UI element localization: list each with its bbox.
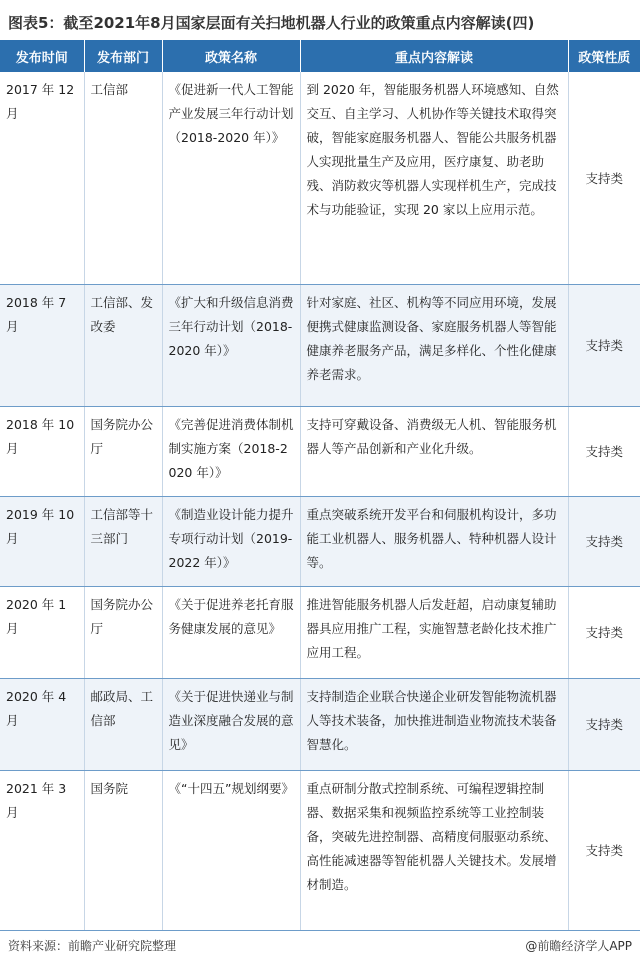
header-dept: 发布部门 (84, 40, 162, 72)
cell-name: 《促进新一代人工智能产业发展三年行动计划（2018-2020 年）》 (162, 72, 300, 284)
table-row (0, 586, 640, 678)
cell-content: 重点研制分散式控制系统、可编程逻辑控制器、数据采集和视频监控系统等工业控制装备，突破先进控制器、高精度伺服驱动系统、高性能减速器等智能机器人关键技术。发展增材制造。 (300, 770, 568, 930)
table-row (0, 678, 640, 770)
cell-name: 《完善促进消费体制机制实施方案（2018-2020 年）》 (162, 406, 300, 496)
cell-dept: 国务院办公厅 (84, 406, 162, 496)
cell-date: 2020 年 4 月 (0, 678, 84, 770)
cell-name: 《“十四五”规划纲要》 (162, 770, 300, 930)
cell-content: 支持可穿戴设备、消费级无人机、智能服务机器人等产品创新和产业化升级。 (300, 406, 568, 496)
table-row (0, 770, 640, 930)
table-header-row (0, 40, 640, 72)
cell-content: 到 2020 年，智能服务机器人环境感知、自然交互、自主学习、人机协作等关键技术取得突破，智能家庭服务机器人、智能公共服务机器人实现批量生产及应用，医疗康复、助老助残、消防救灾等机器人实现样机生产，完成技术与功能验证，实现 20 家以上应用示范。 (300, 72, 568, 284)
cell-content: 推进智能服务机器人后发赶超，启动康复辅助器具应用推广工程，实施智慧老龄化技术推广应用工程。 (300, 586, 568, 678)
cell-name: 《制造业设计能力提升专项行动计划（2019-2022 年）》 (162, 496, 300, 586)
brand-credit: @前瞻经济学人APP (525, 939, 632, 953)
table-row (0, 496, 640, 586)
header-date: 发布时间 (0, 40, 84, 72)
cell-dept: 国务院办公厅 (84, 586, 162, 678)
table-row (0, 406, 640, 496)
cell-dept: 邮政局、工信部 (84, 678, 162, 770)
cell-date: 2018 年 7 月 (0, 284, 84, 406)
cell-dept: 工信部等十三部门 (84, 496, 162, 586)
cell-content: 针对家庭、社区、机构等不同应用环境，发展便携式健康监测设备、家庭服务机器人等智能健康养老服务产品，满足多样化、个性化健康养老需求。 (300, 284, 568, 406)
source-note: 资料来源：前瞻产业研究院整理 (8, 939, 177, 953)
cell-nature: 支持类 (568, 284, 640, 406)
cell-content: 重点突破系统开发平台和伺服机构设计，多功能工业机器人、服务机器人、特种机器人设计等。 (300, 496, 568, 586)
cell-name: 《关于促进养老托育服务健康发展的意见》 (162, 586, 300, 678)
cell-content: 支持制造企业联合快递企业研发智能物流机器人等技术装备，加快推进制造业物流技术装备智慧化。 (300, 678, 568, 770)
header-nature: 政策性质 (568, 40, 640, 72)
footer (8, 934, 632, 958)
page-title: 图表5：截至2021年8月国家层面有关扫地机器人行业的政策重点内容解读(四) (8, 14, 535, 32)
cell-nature: 支持类 (568, 496, 640, 586)
cell-nature: 支持类 (568, 406, 640, 496)
table-row (0, 72, 640, 284)
header-content: 重点内容解读 (300, 40, 568, 72)
cell-dept: 工信部、发改委 (84, 284, 162, 406)
policy-table (0, 40, 640, 931)
cell-date: 2020 年 1 月 (0, 586, 84, 678)
cell-nature: 支持类 (568, 586, 640, 678)
cell-date: 2021 年 3 月 (0, 770, 84, 930)
cell-dept: 国务院 (84, 770, 162, 930)
table-row (0, 284, 640, 406)
cell-name: 《关于促进快递业与制造业深度融合发展的意见》 (162, 678, 300, 770)
cell-nature: 支持类 (568, 72, 640, 284)
cell-dept: 工信部 (84, 72, 162, 284)
cell-date: 2017 年 12 月 (0, 72, 84, 284)
cell-nature: 支持类 (568, 678, 640, 770)
cell-name: 《扩大和升级信息消费三年行动计划（2018-2020 年）》 (162, 284, 300, 406)
cell-nature: 支持类 (568, 770, 640, 930)
cell-date: 2018 年 10 月 (0, 406, 84, 496)
cell-date: 2019 年 10 月 (0, 496, 84, 586)
header-name: 政策名称 (162, 40, 300, 72)
